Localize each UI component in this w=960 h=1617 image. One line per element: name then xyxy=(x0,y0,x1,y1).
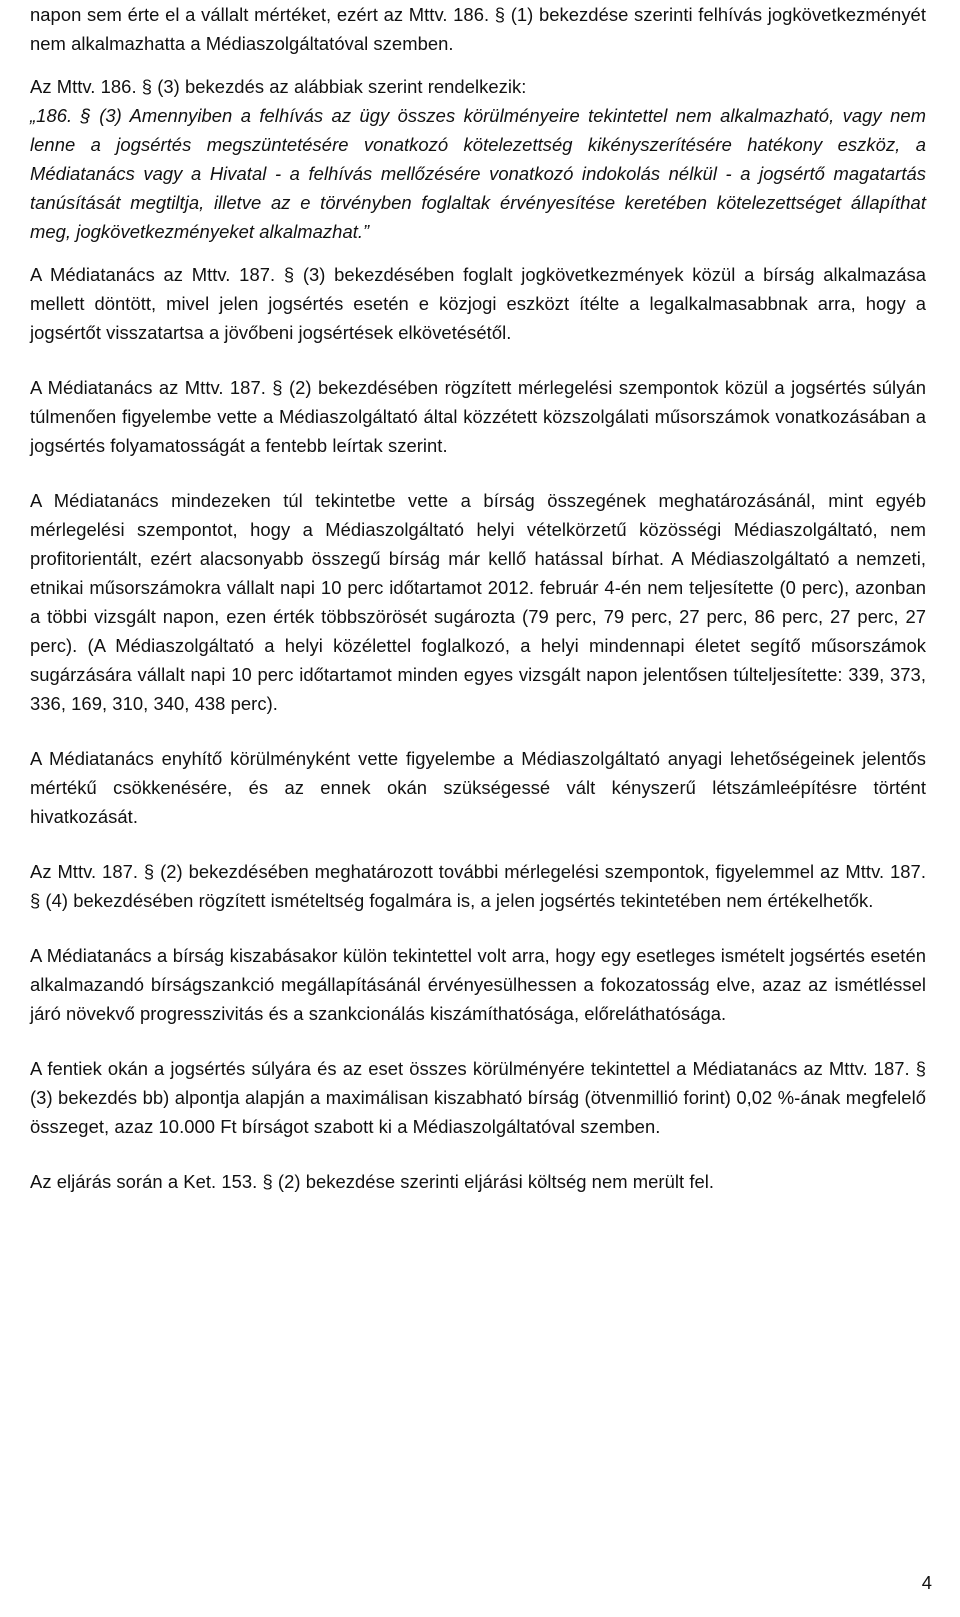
paragraph-mttv-186-intro: Az Mttv. 186. § (3) bekezdés az alábbiak szerint rendelkezik: xyxy=(30,76,527,97)
document-body xyxy=(30,0,926,1196)
paragraph-fine-amount-factors: A Médiatanács mindezeken túl tekintetbe vette a bírság összegének meghatározásánál, mint egyéb mérlegelési szempontot, hogy a Médiaszolgáltató helyi vételkörzetű közösségi Médiaszolgáltató, nem profitorientált, ezért alacsonyabb összegű bírság már kellő hatással bírhat. A Médiaszolgáltató a nemzeti, etnikai műsorszámokra vállalt napi 10 perc időtartamot 2012. február 4-én nem teljesítette (0 perc), azonban a többi vizsgált napon, ezen érték többszörösét sugározta (79 perc, 79 perc, 27 perc, 86 perc, 27 perc, 27 perc). (A Médiaszolgáltató a helyi közélettel foglalkozó, a helyi mindennapi életet segítő műsorszámok sugárzására vállalt napi 10 perc időtartamot minden egyes vizsgált napon jelentősen túlteljesítette: 339, 373, 336, 169, 310, 340, 438 perc). xyxy=(30,490,926,714)
paragraph-weighing-criteria: A Médiatanács az Mttv. 187. § (2) bekezdésében rögzített mérlegelési szempontok közül a jogsértés súlyán túlmenően figyelembe vette a Médiaszolgáltató által közzétett közszolgálati műsorszámok vonatkozásában a jogsértés folyamatosságát a fentebb leírtak szerint. xyxy=(30,377,926,456)
paragraph-intro-continuation: napon sem érte el a vállalt mértéket, ezért az Mttv. 186. § (1) bekezdése szerinti felhívás jogkövetkezményét nem alkalmazhatta a Médiaszolgáltatóval szemben. xyxy=(30,4,926,54)
page-number: 4 xyxy=(921,1572,932,1593)
paragraph-legal-quote: „186. § (3) Amennyiben a felhívás az ügy összes körülményeire tekintettel nem alkalmazható, vagy nem lenne a jogsértés megszüntetésére vonatkozó kötelezettség kikényszerítésére hatékony eszköz, a Médiatanács vagy a Hivatal - a felhívás mellőzésére vonatkozó indokolás nélkül - a jogsértő magatartás tanúsítását megtiltja, illetve az e törvényben foglaltak érvényesítése keretében kötelezettséget állapíthat meg, jogkövetkezményeket alkalmazhat.” xyxy=(30,105,926,242)
paragraph-gradualism: A Médiatanács a bírság kiszabásakor külön tekintettel volt arra, hogy egy esetleges ismételt jogsértés esetén alkalmazandó bírságszankció megállapításánál érvényesülhessen a fokozatosság elve, azaz az ismétléssel járó növekvő progresszivitás és a szankcionálás kiszámíthatósága, előreláthatósága. xyxy=(30,945,926,1024)
paragraph-fine-imposed: A fentiek okán a jogsértés súlyára és az eset összes körülményére tekintettel a Médiatanács az Mttv. 187. § (3) bekezdés bb) alpontja alapján a maximálisan kiszabható bírság (ötvenmillió forint) 0,02 %-ának megfelelő összeget, azaz 10.000 Ft bírságot szabott ki a Médiaszolgáltatóval szemben. xyxy=(30,1058,926,1137)
paragraph-fine-decision: A Médiatanács az Mttv. 187. § (3) bekezdésében foglalt jogkövetkezmények közül a bírság alkalmazása mellett döntött, mivel jelen jogsértés esetén e közjogi eszközt ítélte a legalkalmasabbnak arra, hogy a jogsértőt visszatartsa a jövőbeni jogsértések elkövetésétől. xyxy=(30,264,926,343)
paragraph-further-criteria: Az Mttv. 187. § (2) bekezdésében meghatározott további mérlegelési szempontok, figyelemmel az Mttv. 187. § (4) bekezdésében rögzített ismételtség fogalmára is, a jelen jogsértés tekintetében nem értékelhetők. xyxy=(30,861,926,911)
paragraph-procedural-costs: Az eljárás során a Ket. 153. § (2) bekezdése szerinti eljárási költség nem merült fel. xyxy=(30,1171,715,1192)
paragraph-mitigating-circumstance: A Médiatanács enyhítő körülményként vette figyelembe a Médiaszolgáltató anyagi lehetőségeinek jelentős mértékű csökkenésére, és az ennek okán szükségessé vált kényszerű létszámleépítésre történt hivatkozását. xyxy=(30,748,926,827)
